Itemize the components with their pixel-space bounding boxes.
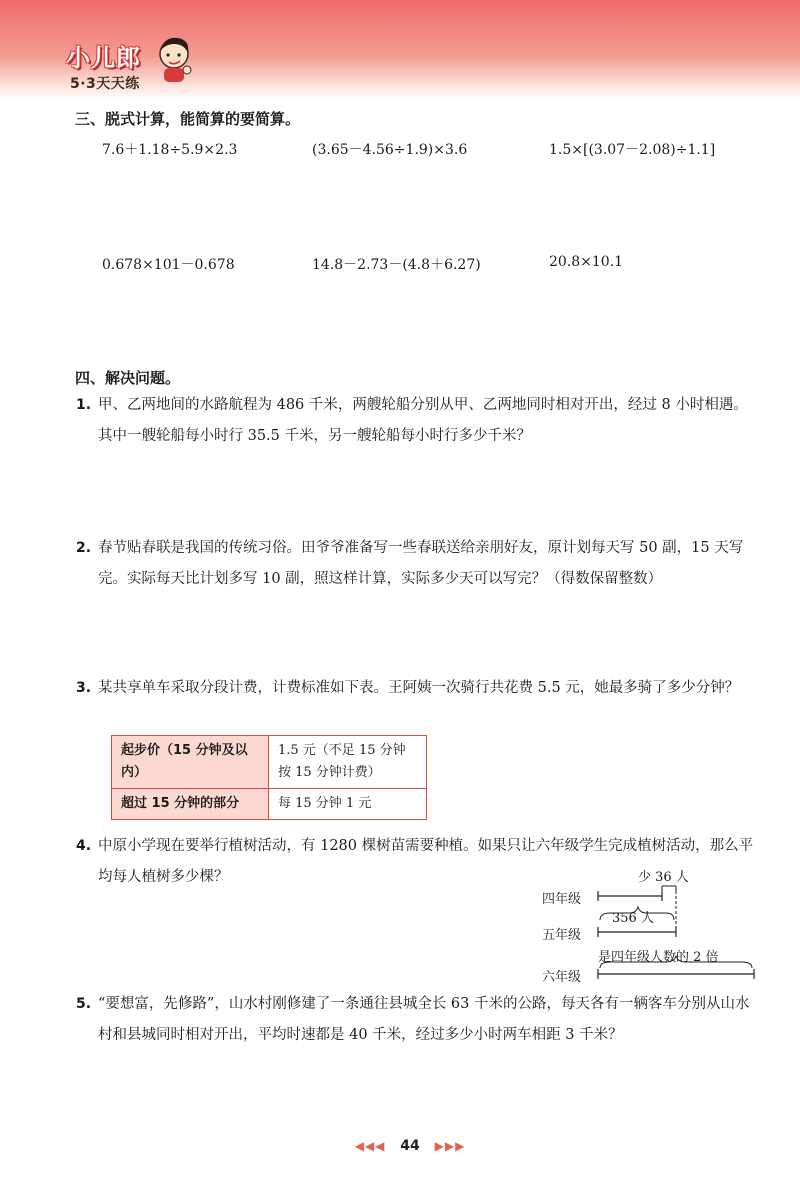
calc-expression: 1.5×[(3.07－2.08)÷1.1] [549,142,716,158]
problem-text: 中原小学现在要举行植树活动，有 1280 棵树苗需要种植。如果只让六年级学生完成植树活动，那么平均每人植树多少棵？ [98,838,754,885]
table-row [112,736,427,789]
page-number: 44 [400,1138,420,1154]
calc-expression: 0.678×101－0.678 [102,257,235,273]
brand-title: 小儿郎 [66,44,141,72]
diagram-label-less: 少 36 人 [638,870,689,885]
table-row [112,789,427,820]
left-arrows-icon: ◀◀◀ [354,1139,386,1153]
problem-text: 春节贴春联是我国的传统习俗。田爷爷准备写一些春联送给亲朋好友，原计划每天写 50 副，15 天写完。实际每天比计划多写 10 副，照这样计算，实际多少天可以写完？（得数保留整数） [98,540,744,587]
fee-table [111,735,427,820]
problem-text: “要想富，先修路”，山水村刚修建了一条通往县城全长 63 千米的公路，每天各有一辆客车分别从山水村和县城同时相对开出，平均时速都是 40 千米，经过多少小时两车相距 3 千米？ [98,996,750,1043]
section-3-title: 三、脱式计算，能简算的要简算。 [75,110,301,128]
mascot-icon [154,34,194,84]
word-problem [76,390,758,452]
problem-text: 甲、乙两地间的水路航程为 486 千米，两艘轮船分别从甲、乙两地同时相对开出，经过 8 小时相遇。其中一艘轮船每小时行 35.5 千米，另一艘轮船每小时行多少千米？ [98,397,748,444]
word-problem [76,989,758,1051]
word-problem [76,673,758,704]
right-arrows-icon: ▶▶▶ [434,1139,466,1153]
problem-number: 5. [76,996,92,1012]
calc-expression: 14.8－2.73－(4.8＋6.27) [312,257,481,273]
calc-expression: 20.8×10.1 [549,254,624,270]
brand-logo [66,38,196,96]
diagram-label-grade4: 四年级 [542,892,582,907]
diagram-label-grade6: 六年级 [542,970,582,985]
section-4-title: 四、解决问题。 [75,369,181,387]
table-cell: 1.5 元（不足 15 分钟按 15 分钟计费） [269,736,427,789]
diagram-label-count: 356 人 [612,911,654,926]
problem-number: 2. [76,540,92,556]
problem-number: 1. [76,397,92,413]
diagram-label-grade5: 五年级 [542,928,582,943]
table-cell: 每 15 分钟 1 元 [269,789,427,820]
brand-series: 5·3天天练 [70,76,140,92]
table-cell: 超过 15 分钟的部分 [112,789,269,820]
table-cell: 起步价（15 分钟及以内） [112,736,269,789]
problem-number: 4. [76,838,92,854]
calc-expression: (3.65－4.56÷1.9)×3.6 [312,142,468,158]
word-problem [76,533,758,595]
problem-text: 某共享单车采取分段计费，计费标准如下表。王阿姨一次骑行共花费 5.5 元，她最多骑了多少分钟？ [98,680,740,696]
line-segment-diagram [530,862,760,987]
diagram-label-double: 是四年级人数的 2 倍 [598,950,719,965]
problem-number: 3. [76,680,92,696]
page-footer [340,1138,480,1154]
calc-expression: 7.6＋1.18÷5.9×2.3 [102,142,238,158]
